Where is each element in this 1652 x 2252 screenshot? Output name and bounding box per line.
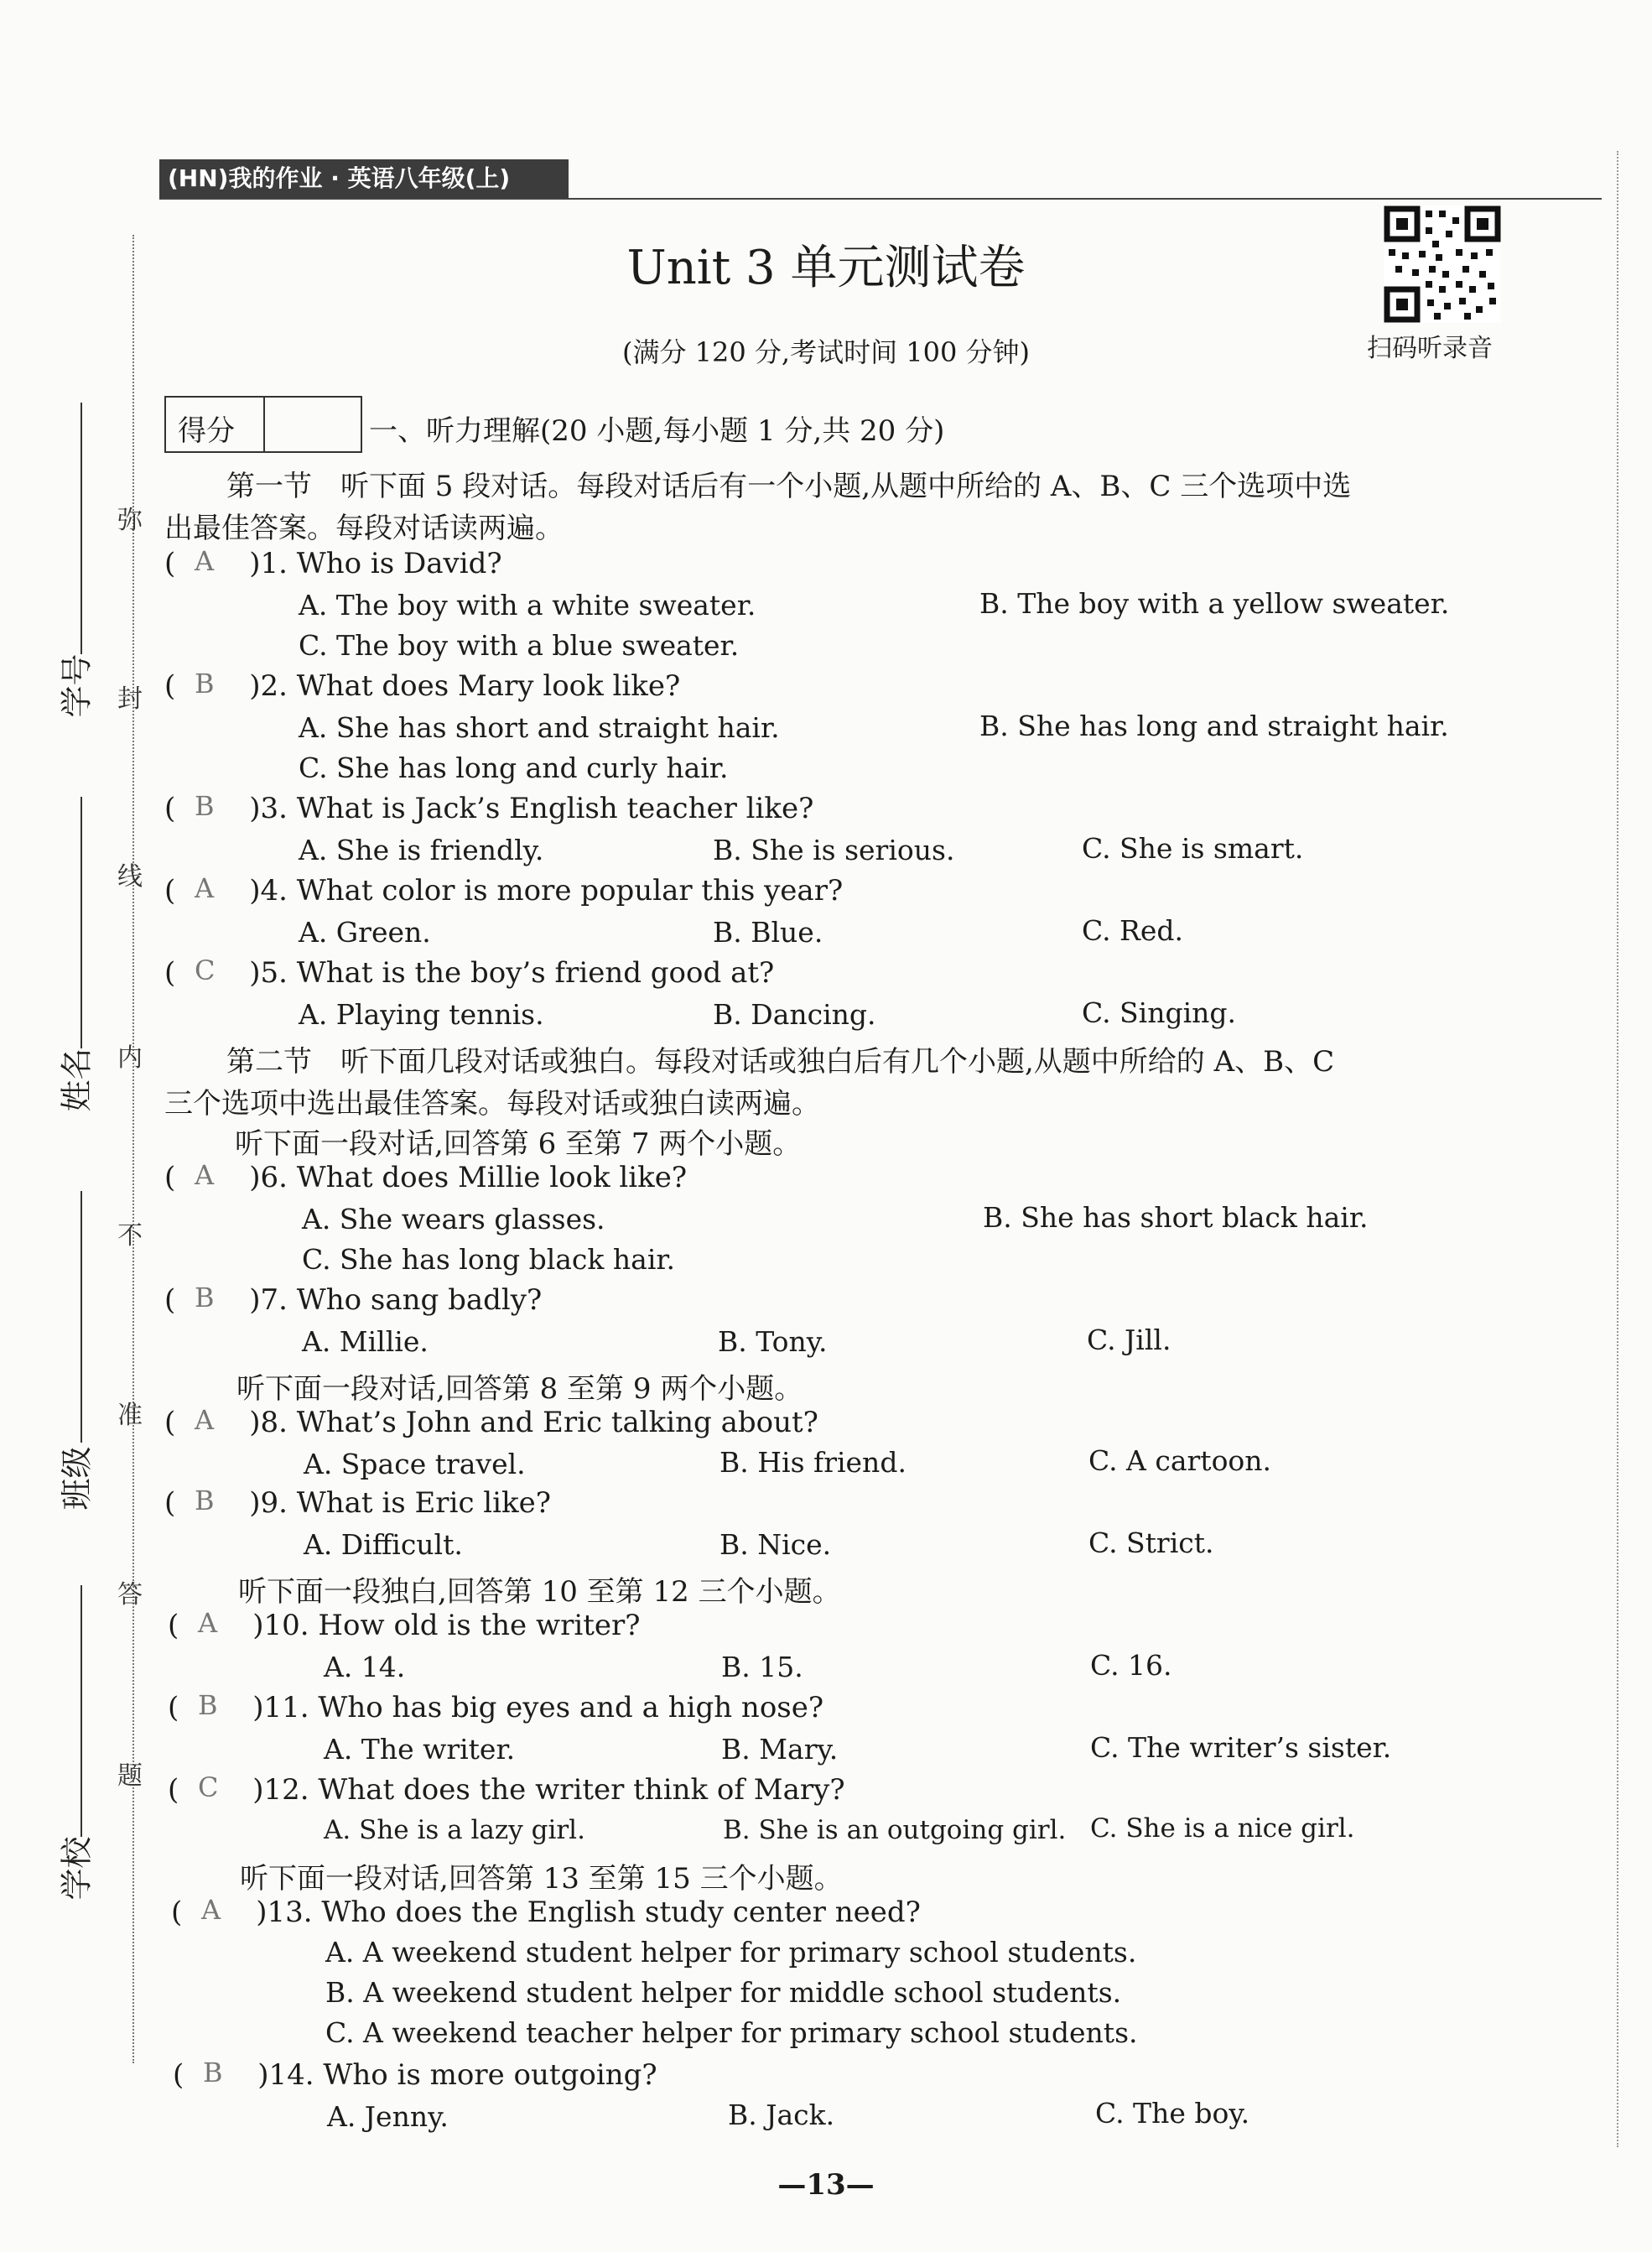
name-line	[81, 797, 82, 1048]
part1-intro-cont: 出最佳答案。每段对话读两遍。	[164, 512, 564, 545]
option-a: A. The writer.	[324, 1733, 516, 1766]
seal-char: 线	[117, 862, 143, 892]
option-a: A. She wears glasses.	[302, 1203, 605, 1235]
part1-intro: 第一节 听下面 5 段对话。每段对话后有一个小题,从题中所给的 A、B、C 三个选项中选	[226, 470, 1352, 503]
option-c: C. A weekend teacher helper for primary school students.	[325, 2016, 1138, 2049]
option-b: B. She is an outgoing girl.	[723, 1815, 1067, 1845]
answer-mark: A	[195, 1159, 215, 1191]
option-a: A. Difficult.	[304, 1528, 463, 1561]
answer-mark: B	[195, 790, 215, 822]
answer-mark: A	[195, 1404, 215, 1436]
question-9: ( B )9. What is Eric like?	[164, 1485, 551, 1520]
option-c: C. She is a nice girl.	[1090, 1813, 1355, 1844]
question-8: ( A )8. What’s John and Eric talking about?	[164, 1404, 818, 1439]
option-b: B. Blue.	[713, 916, 823, 949]
seal-char: 题	[117, 1761, 143, 1791]
option-a: A. The boy with a white sweater.	[299, 589, 756, 622]
question-4: ( A )4. What color is more popular this year?	[164, 872, 844, 908]
option-b: B. A weekend student helper for middle school students.	[325, 1976, 1122, 2009]
class-line	[81, 1191, 82, 1443]
option-a: A. She has short and straight hair.	[299, 711, 780, 744]
question-13: ( A )13. Who does the English study center need?	[171, 1894, 921, 1929]
page-number: —13—	[777, 2168, 875, 2202]
option-c: C. Red.	[1082, 914, 1184, 947]
option-a: A. She is friendly.	[299, 834, 544, 866]
option-b: B. 15.	[721, 1651, 803, 1683]
option-c: C. A cartoon.	[1088, 1444, 1272, 1477]
option-a: A. Playing tennis.	[299, 998, 544, 1031]
option-b: B. She is serious.	[713, 834, 955, 866]
seal-char: 弥	[117, 506, 143, 535]
right-dotted-line	[1617, 151, 1618, 2147]
class-label: 班级	[58, 1446, 96, 1511]
option-a: A. 14.	[324, 1651, 406, 1683]
question-text: )7. Who sang badly?	[249, 1283, 543, 1317]
option-b: B. Dancing.	[713, 998, 876, 1031]
option-c: C. She has long black hair.	[302, 1243, 676, 1276]
student-id-label: 学号	[58, 653, 96, 718]
question-10: ( A )10. How old is the writer?	[168, 1607, 641, 1642]
answer-mark: A	[201, 1894, 221, 1926]
dialog-instruction: 听下面一段对话,回答第 13 至第 15 三个小题。	[240, 1862, 843, 1896]
question-5: ( C )5. What is the boy’s friend good at?	[164, 954, 775, 990]
question-6: ( A )6. What does Millie look like?	[164, 1159, 688, 1194]
part2-intro: 第二节 听下面几段对话或独白。每段对话或独白后有几个小题,从题中所给的 A、B、C	[226, 1045, 1335, 1079]
page-title: Unit 3 单元测试卷	[626, 241, 1026, 295]
question-text: )12. What does the writer think of Mary?	[252, 1773, 845, 1807]
answer-mark: A	[198, 1607, 218, 1639]
answer-mark: C	[198, 1771, 219, 1803]
question-14: ( B )14. Who is more outgoing?	[173, 2057, 657, 2092]
option-c: C. The writer’s sister.	[1090, 1731, 1392, 1764]
question-11: ( B )11. Who has big eyes and a high nose?	[168, 1689, 824, 1724]
score-box-divider	[263, 396, 265, 453]
school-label: 学校	[58, 1836, 96, 1901]
answer-mark: A	[195, 872, 215, 904]
option-b: B. Tony.	[718, 1325, 828, 1358]
seal-char: 内	[117, 1043, 143, 1073]
dialog-instruction: 听下面一段对话,回答第 6 至第 7 两个小题。	[235, 1127, 802, 1161]
question-7: ( B )7. Who sang badly?	[164, 1282, 543, 1317]
question-text: )1. Who is David?	[249, 547, 502, 580]
student-id-line	[81, 403, 82, 654]
seal-char: 答	[117, 1580, 143, 1610]
dialog-instruction: 听下面一段对话,回答第 8 至第 9 两个小题。	[236, 1372, 803, 1406]
question-text: )13. Who does the English study center need?	[256, 1896, 921, 1929]
option-c: C. Jill.	[1087, 1324, 1171, 1356]
option-c: C. The boy.	[1095, 2097, 1250, 2130]
option-b: B. Mary.	[721, 1733, 839, 1766]
seal-char: 封	[117, 684, 143, 714]
question-text: )11. Who has big eyes and a high nose?	[252, 1691, 824, 1724]
question-text: )8. What’s John and Eric talking about?	[249, 1406, 818, 1439]
option-c: C. Strict.	[1088, 1526, 1214, 1559]
monologue-instruction: 听下面一段独白,回答第 10 至第 12 三个小题。	[238, 1575, 841, 1609]
answer-mark: A	[195, 545, 215, 577]
qr-caption: 扫码听录音	[1367, 334, 1493, 363]
answer-mark: B	[195, 1485, 215, 1516]
question-12: ( C )12. What does the writer think of Mary?	[168, 1771, 845, 1807]
name-label: 姓名	[58, 1048, 96, 1112]
answer-mark: B	[195, 1282, 215, 1313]
question-text: )3. What is Jack’s English teacher like?	[249, 792, 814, 825]
option-a: A. A weekend student helper for primary school students.	[325, 1936, 1137, 1969]
option-b: B. She has long and straight hair.	[979, 710, 1449, 742]
option-b: B. Jack.	[728, 2099, 835, 2131]
option-c: C. She has long and curly hair.	[299, 752, 729, 784]
answer-mark: B	[203, 2057, 223, 2088]
question-text: )14. Who is more outgoing?	[257, 2058, 657, 2092]
option-c: C. She is smart.	[1082, 832, 1304, 865]
answer-mark: B	[198, 1689, 218, 1721]
option-b: B. She has short black hair.	[983, 1201, 1369, 1234]
option-b: B. His friend.	[720, 1446, 907, 1479]
question-text: )5. What is the boy’s friend good at?	[249, 956, 775, 990]
question-text: )10. How old is the writer?	[252, 1609, 641, 1642]
seal-char: 不	[117, 1221, 143, 1251]
header-rule	[159, 198, 1602, 200]
answer-mark: B	[195, 668, 215, 700]
option-c: C. 16.	[1090, 1649, 1172, 1682]
option-a: A. She is a lazy girl.	[324, 1815, 585, 1845]
score-label: 得分	[178, 414, 235, 448]
option-c: C. The boy with a blue sweater.	[299, 629, 740, 662]
question-3: ( B )3. What is Jack’s English teacher like?	[164, 790, 814, 825]
question-text: )9. What is Eric like?	[249, 1486, 551, 1520]
header-banner: (HN)我的作业 · 英语八年级(上)	[159, 159, 569, 198]
question-text: )4. What color is more popular this year?	[249, 874, 844, 908]
option-a: A. Green.	[299, 916, 431, 949]
part2-intro-cont: 三个选项中选出最佳答案。每段对话或独白读两遍。	[164, 1087, 820, 1121]
school-line	[81, 1585, 82, 1837]
option-a: A. Jenny.	[327, 2100, 449, 2133]
option-c: C. Singing.	[1082, 996, 1237, 1029]
option-b: B. The boy with a yellow sweater.	[979, 587, 1450, 620]
option-b: B. Nice.	[720, 1528, 832, 1561]
question-1: ( A )1. Who is David?	[164, 545, 502, 580]
section-heading: 一、听力理解(20 小题,每小题 1 分,共 20 分)	[369, 414, 945, 448]
qr-code-icon	[1384, 205, 1501, 323]
question-text: )6. What does Millie look like?	[249, 1161, 688, 1194]
option-a: A. Millie.	[302, 1325, 429, 1358]
question-text: )2. What does Mary look like?	[249, 669, 681, 703]
page-subtitle: (满分 120 分,考试时间 100 分钟)	[622, 336, 1030, 368]
seal-char: 准	[117, 1401, 143, 1430]
option-a: A. Space travel.	[304, 1448, 526, 1480]
answer-mark: C	[195, 954, 216, 986]
question-2: ( B )2. What does Mary look like?	[164, 668, 681, 703]
